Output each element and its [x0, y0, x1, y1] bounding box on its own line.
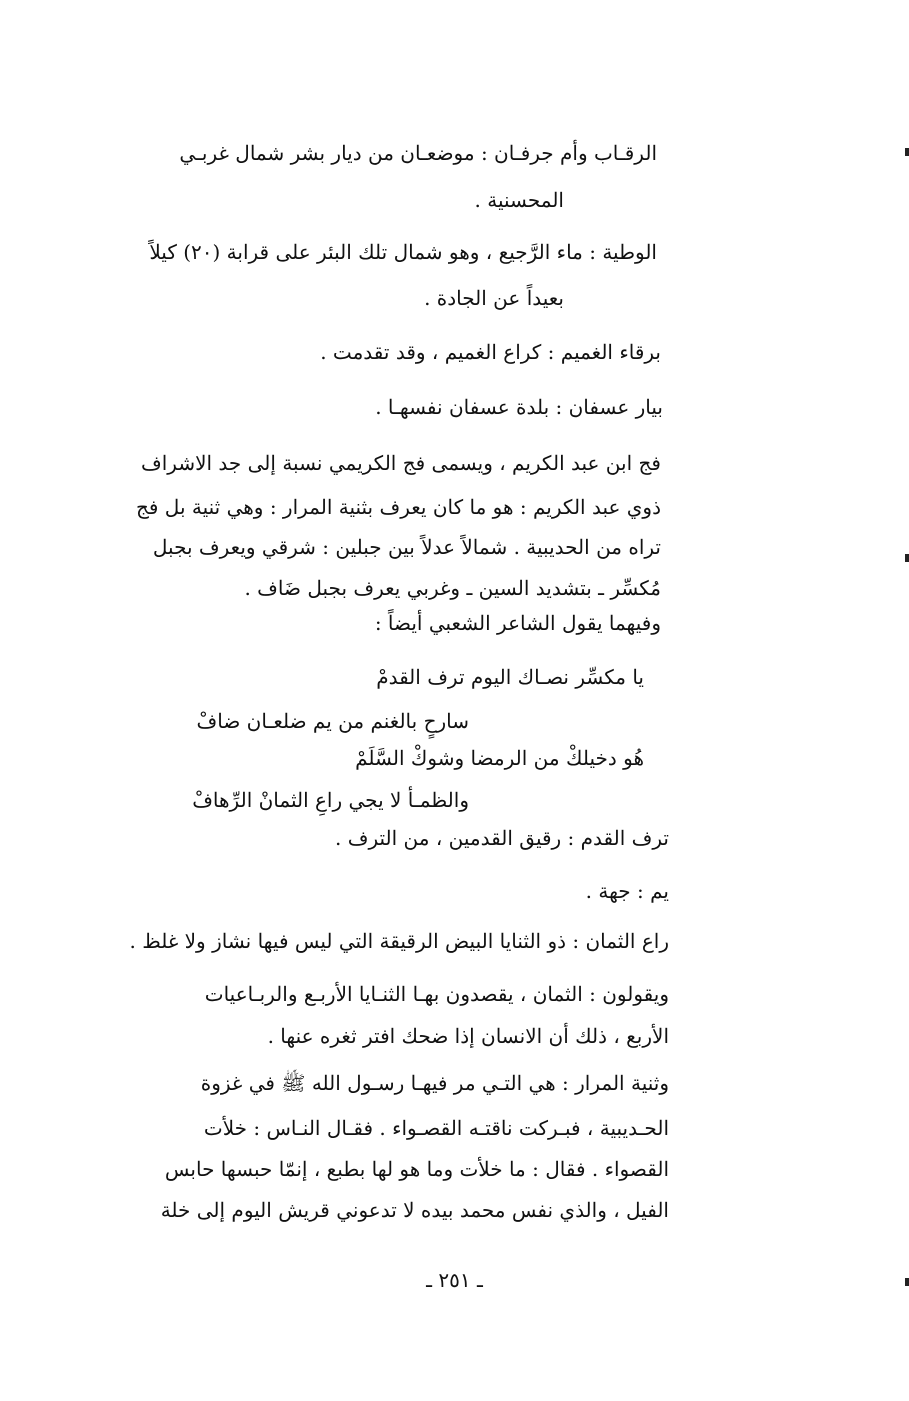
- text-line: الأربع ، ذلك أن الانسان إذا ضحك افتر ثغره عنها .: [267, 1024, 669, 1048]
- text-line: ويقولون : الثمان ، يقصدون بهـا الثنـايا الأربـع والربـاعيات: [204, 982, 669, 1006]
- text-line: مُكسِّر ـ بتشديد السين ـ وغربي يعرف بجبل ضَاف .: [244, 576, 661, 600]
- poem-verse: هُو دخيلكْ من الرمضا وشوكْ السَّلَمْ: [355, 746, 644, 770]
- scan-edge-mark: [905, 554, 909, 562]
- text-line: الفيل ، والذي نفس محمد بيده لا تدعوني قريش اليوم إلى خلة: [160, 1198, 669, 1222]
- text-line: الرقـاب وأم جرفـان : موضعـان من ديار بشر شمال غربـي: [179, 141, 657, 165]
- text-line: المحسنية .: [474, 188, 564, 212]
- text-line: تراه من الحديبية . شمالاً عدلاً بين جبلين : شرقي ويعرف بجبل: [152, 535, 661, 559]
- text-line: وثنية المرار : هي التـي مر فيهـا رسـول الله ﷺ في غزوة: [200, 1071, 669, 1095]
- poem-verse: يا مكسِّر نصـاك اليوم ترف القدمْ: [376, 665, 644, 689]
- text-line: فج ابن عبد الكريم ، ويسمى فج الكريمي نسبة إلى جد الاشراف: [141, 451, 661, 475]
- text-line: وفيهما يقول الشاعر الشعبي أيضاً :: [374, 611, 661, 635]
- text-line: بعيداً عن الجادة .: [424, 286, 564, 310]
- text-line: الوطية : ماء الرَّجيع ، وهو شمال تلك البئر على قرابة (٢٠) كيلاً: [149, 240, 657, 264]
- scan-edge-mark: [905, 148, 909, 156]
- text-line: الحـديبية ، فبـركت ناقتـه القصـواء . فقـال النـاس : خلأت: [203, 1116, 669, 1140]
- text-line: برقاء الغميم : كراع الغميم ، وقد تقدمت .: [320, 340, 661, 364]
- page-number: ـ ٢٥١ ـ: [426, 1268, 483, 1292]
- text-line: القصواء . فقال : ما خلأت وما هو لها بطبع ، إنمّا حبسها حابس: [164, 1157, 669, 1181]
- text-line: يم : جهة .: [585, 879, 669, 903]
- scan-edge-mark: [905, 1278, 909, 1286]
- text-line: راع الثمان : ذو الثنايا البيض الرقيقة التي ليس فيها نشاز ولا غلظ .: [129, 929, 669, 953]
- text-line: ذوي عبد الكريم : هو ما كان يعرف بثنية المرار : وهي ثنية بل فج: [135, 495, 661, 519]
- text-line: ترف القدم : رقيق القدمين ، من الترف .: [335, 826, 669, 850]
- text-line: بيار عسفان : بلدة عسفان نفسهـا .: [375, 395, 663, 419]
- poem-verse: والظمـأ لا يجي راعِ الثمانْ الرِّهافْ: [192, 788, 469, 812]
- poem-verse: سارحٍ بالغنم من يم ضلعـان ضافْ: [196, 709, 469, 733]
